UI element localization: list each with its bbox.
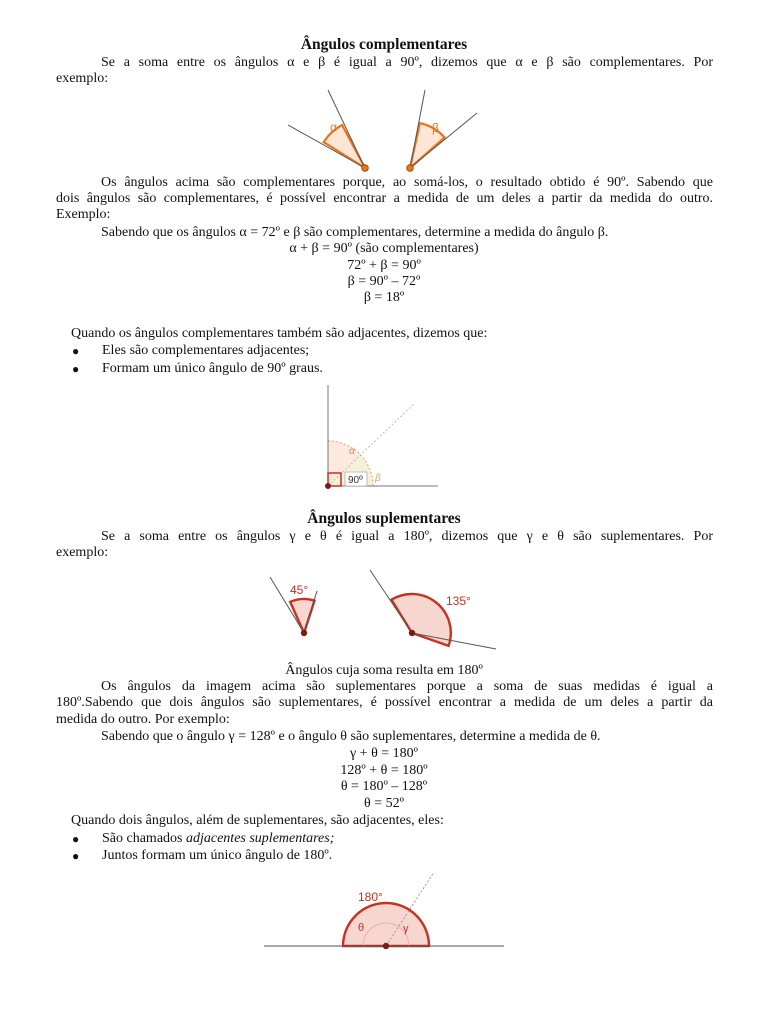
equation-line: 128º + θ = 180º: [340, 763, 428, 778]
list-item-text: Eles são complementares adjacentes;: [102, 343, 310, 358]
equation-line: θ = 52º: [364, 796, 404, 811]
list-item-text: Juntos formam um único ângulo de 180º.: [102, 848, 333, 863]
intro-paragraph-line: exemplo:: [56, 545, 109, 560]
section-title-complementares: Ângulos complementares: [300, 36, 468, 53]
angle-135-label: 135°: [446, 594, 471, 608]
example-statement: Sabendo que os ângulos α = 72º e β são complementares, determine a medida do ângulo β.: [101, 225, 609, 240]
beta-label: β: [375, 473, 381, 484]
alpha-vertex-point: [362, 165, 369, 172]
bullet-dot: ●: [72, 832, 80, 846]
list-item-text-prefix: São chamados: [102, 831, 186, 846]
bullet-dot: ●: [72, 344, 80, 358]
complementary-angles-figure: [280, 85, 480, 175]
semicircle-180-arc: [343, 903, 429, 946]
right-angle-label: 90º: [348, 475, 363, 486]
angle-45-label: 45°: [290, 583, 309, 597]
angle-135-vertex: [409, 630, 415, 636]
explain-paragraph-line: Exemplo:: [56, 207, 111, 222]
angle-135-arc: [392, 594, 451, 646]
theta-label: θ: [358, 922, 365, 934]
equation-line: γ + θ = 180º: [349, 746, 419, 761]
angle-180-label: 180°: [358, 890, 383, 904]
adjacent-intro: Quando dois ângulos, além de suplementares, são adjacentes, eles:: [71, 813, 444, 828]
beta-vertex-point: [407, 165, 414, 172]
explain-paragraph-line: dois ângulos são complementares, é possível encontrar a medida de um deles a partir da medida do outro.: [56, 191, 713, 206]
list-item-text: Formam um único ângulo de 90º graus.: [102, 361, 323, 376]
equation-line: β = 90º – 72º: [347, 274, 421, 289]
bullet-dot: ●: [72, 849, 80, 863]
intro-paragraph-line: Se a soma entre os ângulos α e β é igual a 90º, dizemos que α e β são complementares. Por: [101, 55, 713, 70]
vertex-point: [383, 943, 389, 949]
adjacent-intro: Quando os ângulos complementares também são adjacentes, dizemos que:: [71, 326, 488, 341]
intro-paragraph-line: Se a soma entre os ângulos γ e θ é igual a 180º, dizemos que γ e θ são suplementares. Por: [101, 529, 713, 544]
alpha-label: α: [349, 446, 355, 457]
supplementary-angles-figure: [262, 565, 502, 650]
explain-paragraph-line: Os ângulos acima são complementares porque, ao somá-los, o resultado obtido é 90º. Sabendo que: [101, 175, 713, 190]
alpha-label: α: [330, 120, 337, 134]
example-statement: Sabendo que o ângulo γ = 128º e o ângulo θ são suplementares, determine a medida de θ.: [101, 729, 601, 744]
figure-caption: Ângulos cuja soma resulta em 180º: [285, 663, 483, 678]
adjacent-complementary-figure: [310, 383, 445, 495]
equation-line: α + β = 90º (são complementares): [289, 241, 479, 256]
vertex-point: [325, 483, 331, 489]
gamma-label: γ: [403, 923, 409, 935]
explain-paragraph-line: 180º.Sabendo que dois ângulos são suplementares, é possível encontrar a medida de um deles a partir da: [56, 695, 713, 710]
angle-135-ray: [412, 633, 496, 649]
list-item-text-italic: adjacentes suplementares;: [185, 831, 335, 846]
adjacent-supplementary-figure: [262, 868, 507, 958]
equation-line: β = 18º: [363, 290, 405, 305]
explain-paragraph-line: Os ângulos da imagem acima são suplementares porque a soma de suas medidas é igual a: [101, 679, 713, 694]
intro-paragraph-line: exemplo:: [56, 71, 109, 86]
bullet-dot: ●: [72, 362, 80, 376]
explain-paragraph-line: medida do outro. Por exemplo:: [56, 712, 230, 727]
list-item-text: [102, 831, 334, 848]
angle-45-vertex: [301, 630, 307, 636]
equation-line: 72º + β = 90º: [347, 258, 421, 273]
beta-label: β: [432, 121, 439, 135]
section-title-suplementares: Ângulos suplementares: [307, 510, 461, 527]
equation-line: θ = 180º – 128º: [340, 779, 428, 794]
beta-angle-arc: [410, 123, 445, 168]
